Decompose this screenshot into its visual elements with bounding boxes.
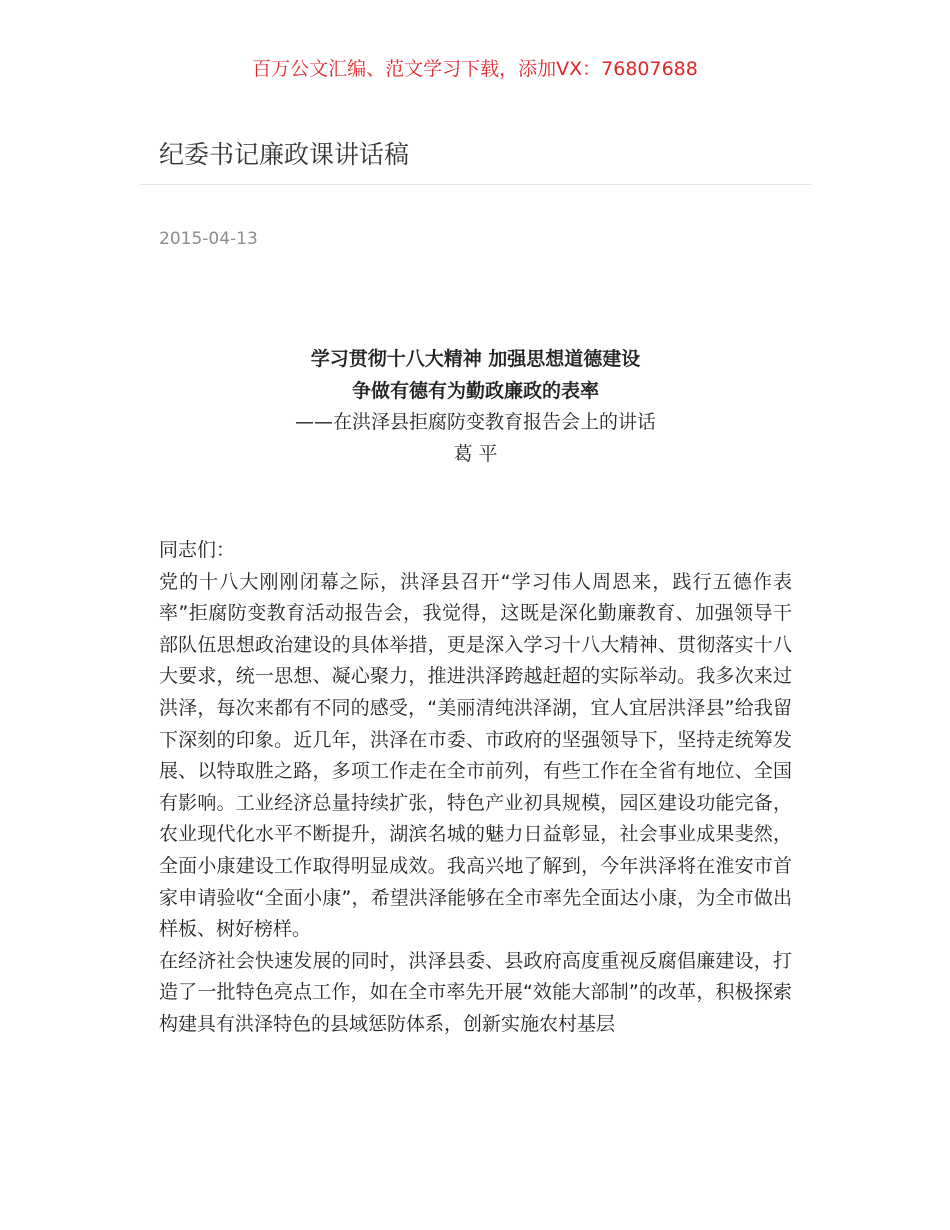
speech-subtitle: ——在洪泽县拒腐防变教育报告会上的讲话 xyxy=(294,411,656,433)
publish-date: 2015-04-13 xyxy=(159,229,258,249)
promo-banner: 百万公文汇编、范文学习下载，添加VX：76807688 xyxy=(252,58,698,80)
page-title: 纪委书记廉政课讲话稿 xyxy=(159,140,410,169)
paragraph: 在经济社会快速发展的同时，洪泽县委、县政府高度重视反腐倡廉建设，打造了一批特色亮点工作，如在全市率先开展“效能大部制”的改革，积极探索构建具有洪泽特色的县域惩防体系，创新实施农村基层 xyxy=(159,949,792,1035)
title-divider xyxy=(140,184,811,185)
speech-heading xyxy=(159,344,792,470)
salutation: 同志们： xyxy=(159,539,236,561)
paragraph: 党的十八大刚刚闭幕之际，洪泽县召开“学习伟人周恩来，践行五德作表率”拒腐防变教育活动报告会，我觉得，这既是深化勤廉教育、加强领导干部队伍思想政治建设的具体举措，更是深入学习十八大精神、贯彻落实十八大要求，统一思想、凝心聚力，推进洪泽跨越赶超的实际举动。我多次来过洪泽，每次来都有不同的感受，“美丽清纯洪泽湖，宜人宜居洪泽县”给我留下深刻的印象。近几年，洪泽在市委、市政府的坚强领导下，坚持走统筹发展、以特取胜之路，多项工作走在全市前列，有些工作在全省有地位、全国有影响。工业经济总量持续扩张，特色产业初具规模，园区建设功能完备，农业现代化水平不断提升，湖滨名城的魅力日益彰显，社会事业成果斐然，全面小康建设工作取得明显成效。我高兴地了解到，今年洪泽将在淮安市首家申请验收“全面小康”，希望洪泽能够在全市率先全面达小康，为全市做出样板、树好榜样。 xyxy=(159,570,792,941)
speech-author: 葛 平 xyxy=(453,442,498,465)
speech-title-line-2: 争做有德有为勤政廉政的表率 xyxy=(351,379,599,402)
article-body xyxy=(159,535,792,1041)
speech-title-line-1: 学习贯彻十八大精神 加强思想道德建设 xyxy=(310,348,641,370)
